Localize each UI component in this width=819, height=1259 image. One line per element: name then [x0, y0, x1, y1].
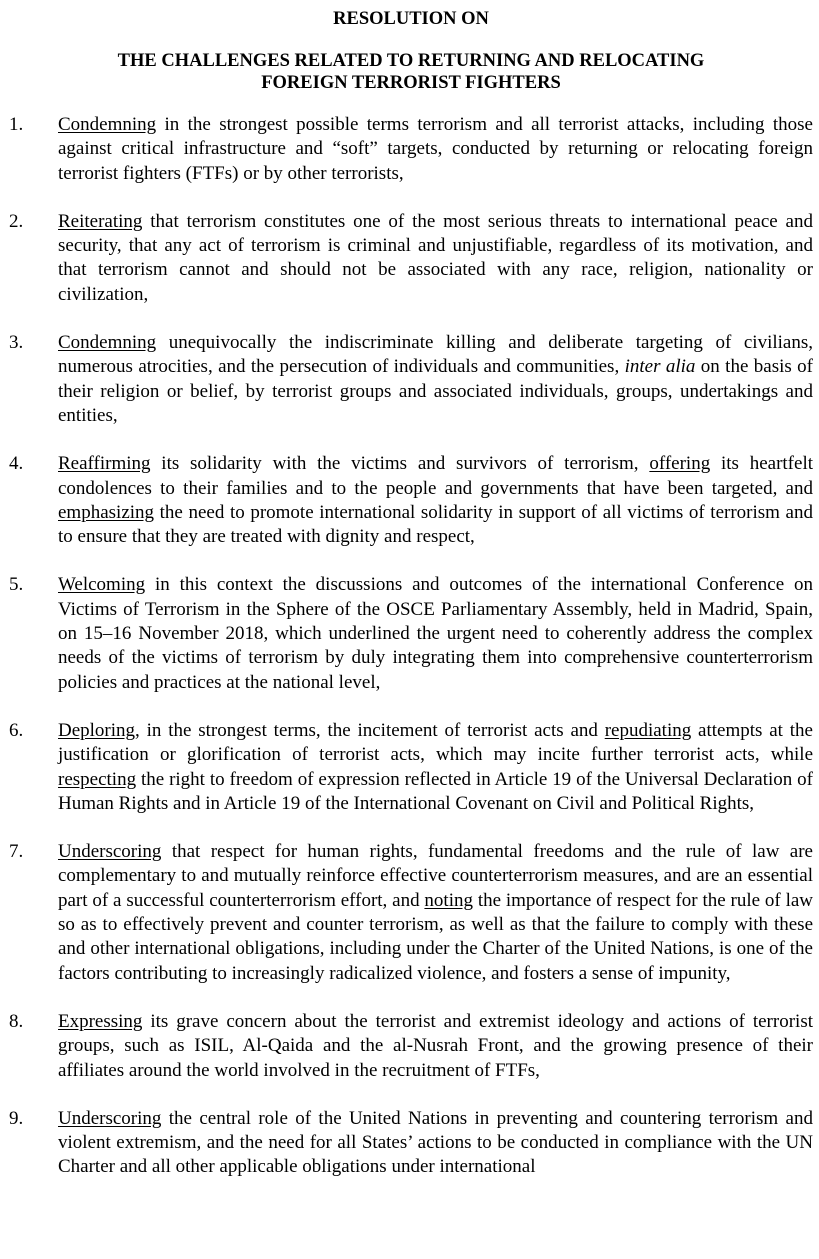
clause-operative-word: offering [649, 453, 711, 475]
clause-text-segment: the importance of respect for the rule of law so as to effectively prevent and counter terrorism, as well as that the failure to comply with these and other international obligations, including under the Charter of the United Nations, is one of the factors contributing to increasingly radicalized violence, and fosters a sense of impunity, [58, 889, 814, 984]
clause-text [58, 210, 813, 307]
subtitle-line-2: FOREIGN TERRORIST FIGHTERS [261, 73, 561, 93]
clause-item [9, 719, 813, 816]
clause-text-segment: that respect for human rights, fundamental freedoms and the rule of law are complementary to and mutually reinforce effective counterterrorism measures, and are an essential part of a successful counterterrorism effort, and [58, 841, 813, 911]
clause-item [9, 452, 813, 549]
clause-operative-word: Reiterating [58, 210, 143, 232]
clause-item [9, 1107, 813, 1180]
clause-item [9, 113, 813, 186]
clause-text-segment: in the strongest possible terms terrorism and all terrorist attacks, including those against critical infrastructure and “soft” targets, conducted by returning or relocating foreign terrorist fighters (FTFs) or by other terrorists, [58, 114, 813, 184]
clause-italic-phrase: inter alia [624, 356, 696, 378]
clause-operative-word: emphasizing [58, 501, 155, 523]
clause-operative-word: Underscoring [58, 841, 162, 863]
clause-operative-word: Welcoming [58, 574, 146, 596]
clause-operative-word: Deploring [58, 719, 136, 741]
clause-number: 3. [9, 332, 24, 354]
clause-text [58, 331, 813, 428]
clause-item [9, 573, 813, 694]
clause-number: 1. [9, 114, 24, 135]
document-title: RESOLUTION ON [333, 9, 489, 29]
clause-number: 7. [9, 841, 24, 863]
clause-text-segment: that terrorism constitutes one of the most serious threats to international peace and security, that any act of terrorism is criminal and unjustifiable, regardless of its motivation, and that terrorism cannot and should not be associated with any race, religion, nationality or civilization, [58, 210, 813, 305]
clause-text-segment: its solidarity with the victims and survivors of terrorism, [150, 453, 650, 475]
clause-item [9, 210, 813, 307]
clause-list [9, 113, 813, 1180]
clause-operative-word: noting [424, 889, 473, 911]
clause-text-segment: in this context the discussions and outcomes of the international Conference on Victims of Terrorism in the Sphere of the OSCE Parliamentary Assembly, held in Madrid, Spain, on 15–16 November 2018, which underlined the urgent need to coherently address the complex needs of the victims of terrorism by duly integrating them into comprehensive counterterrorism policies and practices at the national level, [58, 574, 813, 693]
clause-text [58, 840, 813, 986]
document-subtitle [9, 50, 813, 94]
subtitle-line-1: THE CHALLENGES RELATED TO RETURNING AND RELOCATING [117, 51, 705, 71]
clause-text-segment: unequivocally the indiscriminate killing and deliberate targeting of civilians, numerous atrocities, and the persecution of individuals and communities, [58, 332, 813, 378]
clause-text-segment: its heartfelt condolences to their families and to the people and governments that have been targeted, and [58, 453, 814, 499]
clause-operative-word: repudiating [604, 719, 692, 741]
clause-operative-word: Condemning [58, 114, 157, 135]
clause-item [9, 331, 813, 428]
clause-item [9, 840, 813, 986]
clause-text [58, 719, 813, 816]
clause-number: 9. [9, 1107, 24, 1129]
clause-text-segment: the central role of the United Nations in preventing and countering terrorism and violent extremism, and the need for all States’ actions to be conducted in compliance with the UN Charter and all other applicable obligations under international [58, 1107, 813, 1178]
clause-text-segment: its grave concern about the terrorist and extremist ideology and actions of terrorist groups, such as ISIL, Al-Qaida and the al-Nusrah Front, and the growing presence of their affiliates around the world involved in the recruitment of FTFs, [58, 1010, 813, 1081]
clause-text-segment: the right to freedom of expression reflected in Article 19 of the Universal Declaration of Human Rights and in Article 19 of the International Covenant on Civil and Political Rights, [58, 768, 813, 814]
clause-number: 6. [9, 719, 24, 741]
clause-number: 8. [9, 1010, 24, 1032]
clause-operative-word: Condemning [58, 332, 157, 354]
clause-operative-word: Underscoring [58, 1107, 162, 1129]
clause-operative-word: Expressing [58, 1010, 143, 1032]
clause-text [58, 113, 813, 186]
clause-text-segment: attempts at the justification or glorification of terrorist acts, which may incite further terrorist acts, while [58, 719, 813, 766]
clause-text-segment: the need to promote international solidarity in support of all victims of terrorism and to ensure that they are treated with dignity and respect, [58, 501, 813, 548]
clause-operative-word: Reaffirming [58, 453, 151, 475]
clause-text [58, 573, 813, 694]
clause-text [58, 1010, 813, 1083]
clause-text [58, 1107, 813, 1180]
clause-number: 5. [9, 574, 24, 596]
clause-number: 4. [9, 453, 24, 475]
clause-text-segment: on the basis of their religion or belief, by terrorist groups and associated individuals, groups, undertakings and entities, [58, 356, 813, 426]
clause-number: 2. [9, 210, 24, 232]
clause-item [9, 1010, 813, 1083]
clause-text-segment: , in the strongest terms, the incitement of terrorist acts and [135, 719, 605, 741]
clause-text [58, 452, 813, 549]
clause-operative-word: respecting [58, 768, 137, 790]
